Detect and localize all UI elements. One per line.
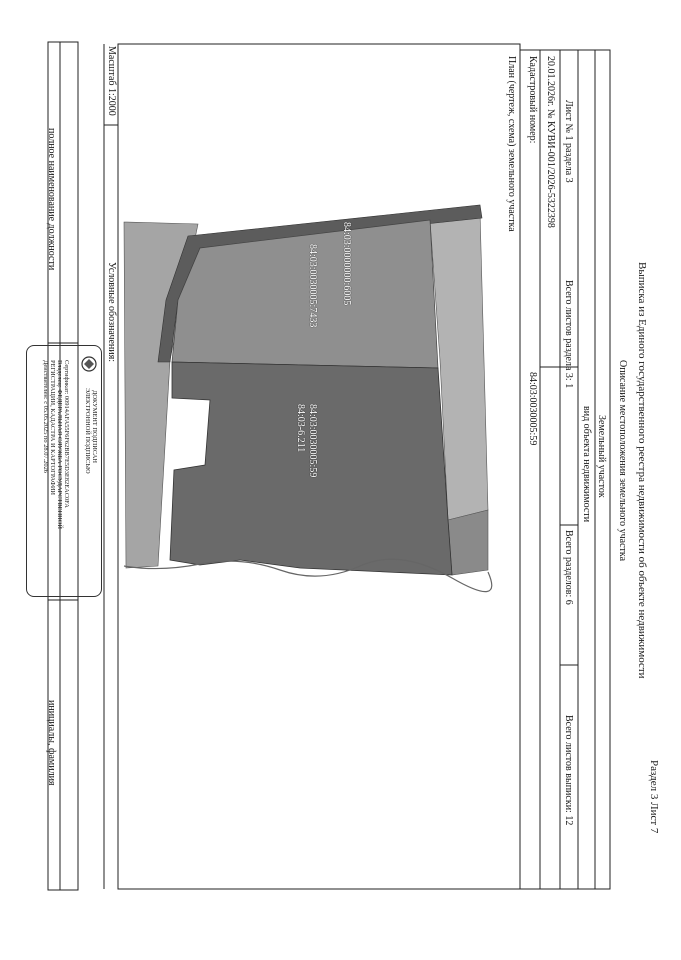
section-ref: Раздел 3 Лист 7: [648, 760, 660, 834]
position-caption: полное наименование должности: [46, 128, 57, 271]
object-type-value: Земельный участок: [596, 415, 607, 498]
legend-label: Условные обозначения:: [106, 262, 117, 363]
stamp-valid: Действителен: с 05.05.2025 по 28.07.2026: [42, 360, 49, 473]
parcel-upper-label: 84:03:0030005:7433: [307, 244, 318, 328]
parcel-main-label: 84:03:0030005:59: [307, 404, 318, 478]
stamp-line2: ЭЛЕКТРОННОЙ ПОДПИСЬЮ: [84, 388, 91, 474]
emblem-icon: [79, 354, 99, 374]
date-number: 20.01.2026г. № КУВИ-001/2026-5322398: [545, 56, 556, 228]
sheets-in-section: Всего листов раздела 3: 1: [563, 280, 574, 389]
stamp-owner2: РЕГИСТРАЦИИ, КАДАСТРА И КАРТОГРАФИИ: [49, 360, 56, 496]
sheet-label: Лист № 1 раздела 3: [563, 100, 574, 183]
sheets-total: Всего листов выписки: 12: [563, 715, 574, 826]
sections-total: Всего разделов: 6: [563, 530, 574, 605]
cadastral-label: Кадастровый номер:: [527, 56, 538, 144]
document-title: Выписка из Единого государственного реестра недвижимости об объекте недвижимости: [636, 262, 648, 679]
scale-label: Масштаб 1:2000: [106, 46, 117, 116]
parcel-right-lower: [448, 510, 488, 575]
plan-title: План (чертеж, схема) земельного участка: [506, 56, 517, 232]
initials-caption: инициалы, фамилия: [46, 700, 57, 786]
road-label: 84:03:0000000:6005: [341, 222, 352, 306]
parcel-main-label-alt: 84:03-6.211: [295, 404, 306, 453]
stamp-owner1: Владелец: ФЕДЕРАЛЬНАЯ СЛУЖБА ГОСУДАРСТВЕННОЙ: [56, 360, 63, 530]
cadastral-value: 84:03:0030005:59: [527, 372, 538, 446]
document-subtitle: Описание местоположения земельного участка: [617, 360, 628, 562]
stamp-cert: Сертификат: 00914AFA55F6F62BB7E5D3E82EAC0FA: [63, 360, 70, 508]
stamp-line1: ДОКУМЕНТ ПОДПИСАН: [91, 390, 98, 464]
object-type-caption: вид объекта недвижимости: [581, 406, 592, 523]
